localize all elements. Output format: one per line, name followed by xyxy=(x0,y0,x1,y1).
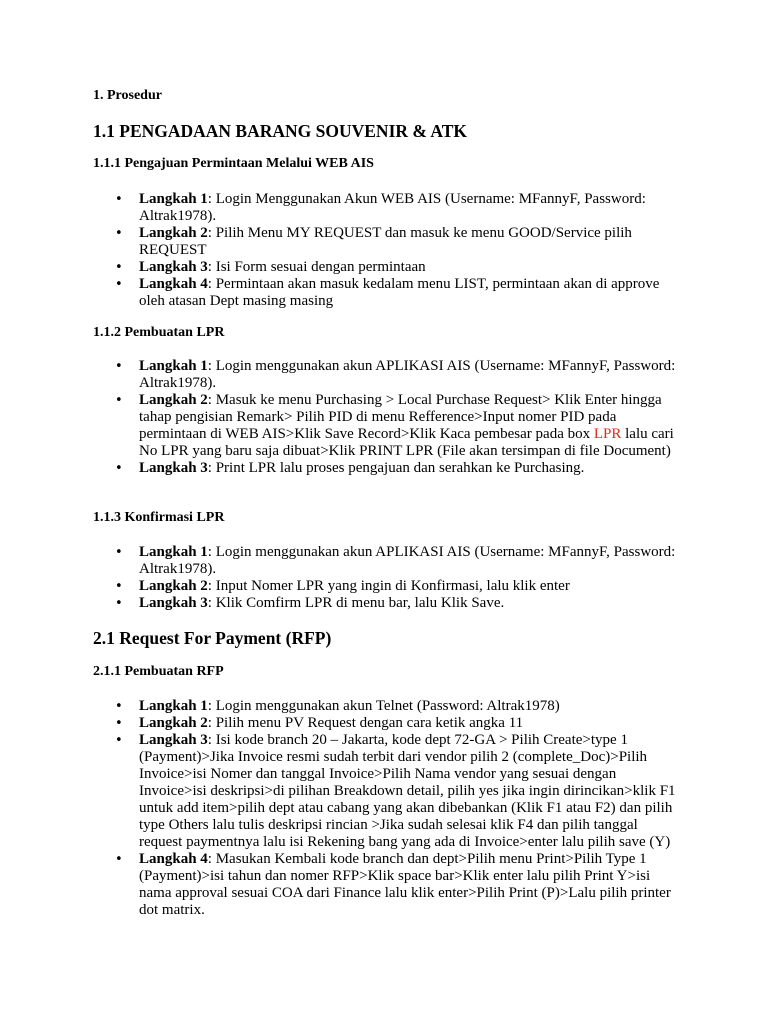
steps-list-rfp xyxy=(93,698,683,919)
section-heading-rfp: 2.1 Request For Payment (RFP) xyxy=(93,628,332,648)
step-label: Langkah 3 xyxy=(139,595,208,611)
step-text: : Input Nomer LPR yang ingin di Konfirmasi, lalu klik enter xyxy=(207,578,570,594)
steps-list-konfirmasi xyxy=(93,544,683,612)
prosedur-heading: 1. Prosedur xyxy=(93,88,162,103)
step-label: Langkah 3 xyxy=(139,460,208,476)
subsection-heading-pengajuan: 1.1.1 Pengajuan Permintaan Melalui WEB AIS xyxy=(93,156,374,171)
list-item xyxy=(93,392,683,460)
step-label: Langkah 2 xyxy=(139,578,208,594)
list-item xyxy=(93,544,683,578)
subsection-heading-konfirmasi: 1.1.3 Konfirmasi LPR xyxy=(93,510,225,525)
list-item xyxy=(93,276,683,310)
list-item xyxy=(93,259,683,276)
subsection-heading-lpr: 1.1.2 Pembuatan LPR xyxy=(93,325,225,340)
step-text: : Masuk ke menu Purchasing > Local Purchase Request> Klik Enter hingga tahap pengisian Remark> Pilih PID di menu Refference>Input nomer PID pada permintaan di WEB AIS>Klik Save Record>Klik Kaca pembesar pada box xyxy=(139,392,662,442)
step-text: : Isi Form sesuai dengan permintaan xyxy=(207,259,426,275)
step-text: : Pilih menu PV Request dengan cara ketik angka 11 xyxy=(207,715,524,731)
step-text-continued: lalu cari No LPR yang baru saja dibuat>Klik PRINT LPR (File akan tersimpan di file Document) xyxy=(139,426,674,459)
list-item xyxy=(93,715,683,732)
step-label: Langkah 2 xyxy=(139,715,208,731)
step-label: Langkah 1 xyxy=(139,698,208,714)
list-item xyxy=(93,595,683,612)
step-label: Langkah 3 xyxy=(139,732,208,748)
step-label: Langkah 1 xyxy=(139,191,208,207)
step-text: : Permintaan akan masuk kedalam menu LIST, permintaan akan di approve oleh atasan Dept masing masing xyxy=(139,276,660,309)
list-item xyxy=(93,225,683,259)
step-text: : Isi kode branch 20 – Jakarta, kode dept 72-GA > Pilih Create>type 1 (Payment)>Jika Invoice resmi sudah terbit dari vendor pilih 2 (complete_Doc)>Pilih Invoice>isi Nomer dan tanggal Invoice>Pilih Nama vendor yang sesuai dengan Invoice>isi deskripsi>di pilihan Breakdown detail, pilih yes jika ingin dirincikan>klik F1 untuk add item>pilih dept atau cabang yang akan dibebankan (Klik F1 atau F2) dan pilih type Others lalu tulis deskripsi rincian >Jika sudah selesai klik F4 dan pilih tanggal request paymentnya lalu isi Rekening bang yang ada di Invoice>enter lalu pilih save (Y) xyxy=(139,732,676,850)
step-label: Langkah 3 xyxy=(139,259,208,275)
list-item xyxy=(93,732,683,851)
step-text: : Pilih Menu MY REQUEST dan masuk ke menu GOOD/Service pilih REQUEST xyxy=(139,225,632,258)
step-text: : Login menggunakan akun APLIKASI AIS (Username: MFannyF, Password: Altrak1978). xyxy=(139,544,676,577)
step-label: Langkah 4 xyxy=(139,851,208,867)
step-label: Langkah 1 xyxy=(139,358,208,374)
step-text: : Klik Comfirm LPR di menu bar, lalu Klik Save. xyxy=(207,595,505,611)
subsection-heading-pembuatan-rfp: 2.1.1 Pembuatan RFP xyxy=(93,664,224,679)
list-item xyxy=(93,460,683,477)
step-label: Langkah 1 xyxy=(139,544,208,560)
list-item xyxy=(93,578,683,595)
step-text: : Login Menggunakan Akun WEB AIS (Username: MFannyF, Password: Altrak1978). xyxy=(139,191,646,224)
step-label: Langkah 2 xyxy=(139,225,208,241)
step-text: : Login menggunakan akun Telnet (Password: Altrak1978) xyxy=(207,698,560,714)
step-text: : Masukan Kembali kode branch dan dept>Pilih menu Print>Pilih Type 1 (Payment)>isi tahun dan nomer RFP>Klik space bar>Klik enter lalu pilih Print Y>isi nama approval sesuai COA dari Finance lalu klik enter>Pilih Print (P)>Lalu pilih printer dot matrix. xyxy=(139,851,671,918)
list-item xyxy=(93,191,683,225)
step-label: Langkah 2 xyxy=(139,392,208,408)
list-item xyxy=(93,698,683,715)
lpr-highlight: LPR xyxy=(593,426,622,442)
list-item xyxy=(93,851,683,919)
section-heading-pengadaan: 1.1 PENGADAAN BARANG SOUVENIR & ATK xyxy=(93,121,468,141)
steps-list-pengajuan xyxy=(93,191,683,310)
steps-list-lpr xyxy=(93,358,683,477)
step-text: : Print LPR lalu proses pengajuan dan serahkan ke Purchasing. xyxy=(207,460,585,476)
list-item xyxy=(93,358,683,392)
step-label: Langkah 4 xyxy=(139,276,208,292)
step-text: : Login menggunakan akun APLIKASI AIS (Username: MFannyF, Password: Altrak1978). xyxy=(139,358,676,391)
